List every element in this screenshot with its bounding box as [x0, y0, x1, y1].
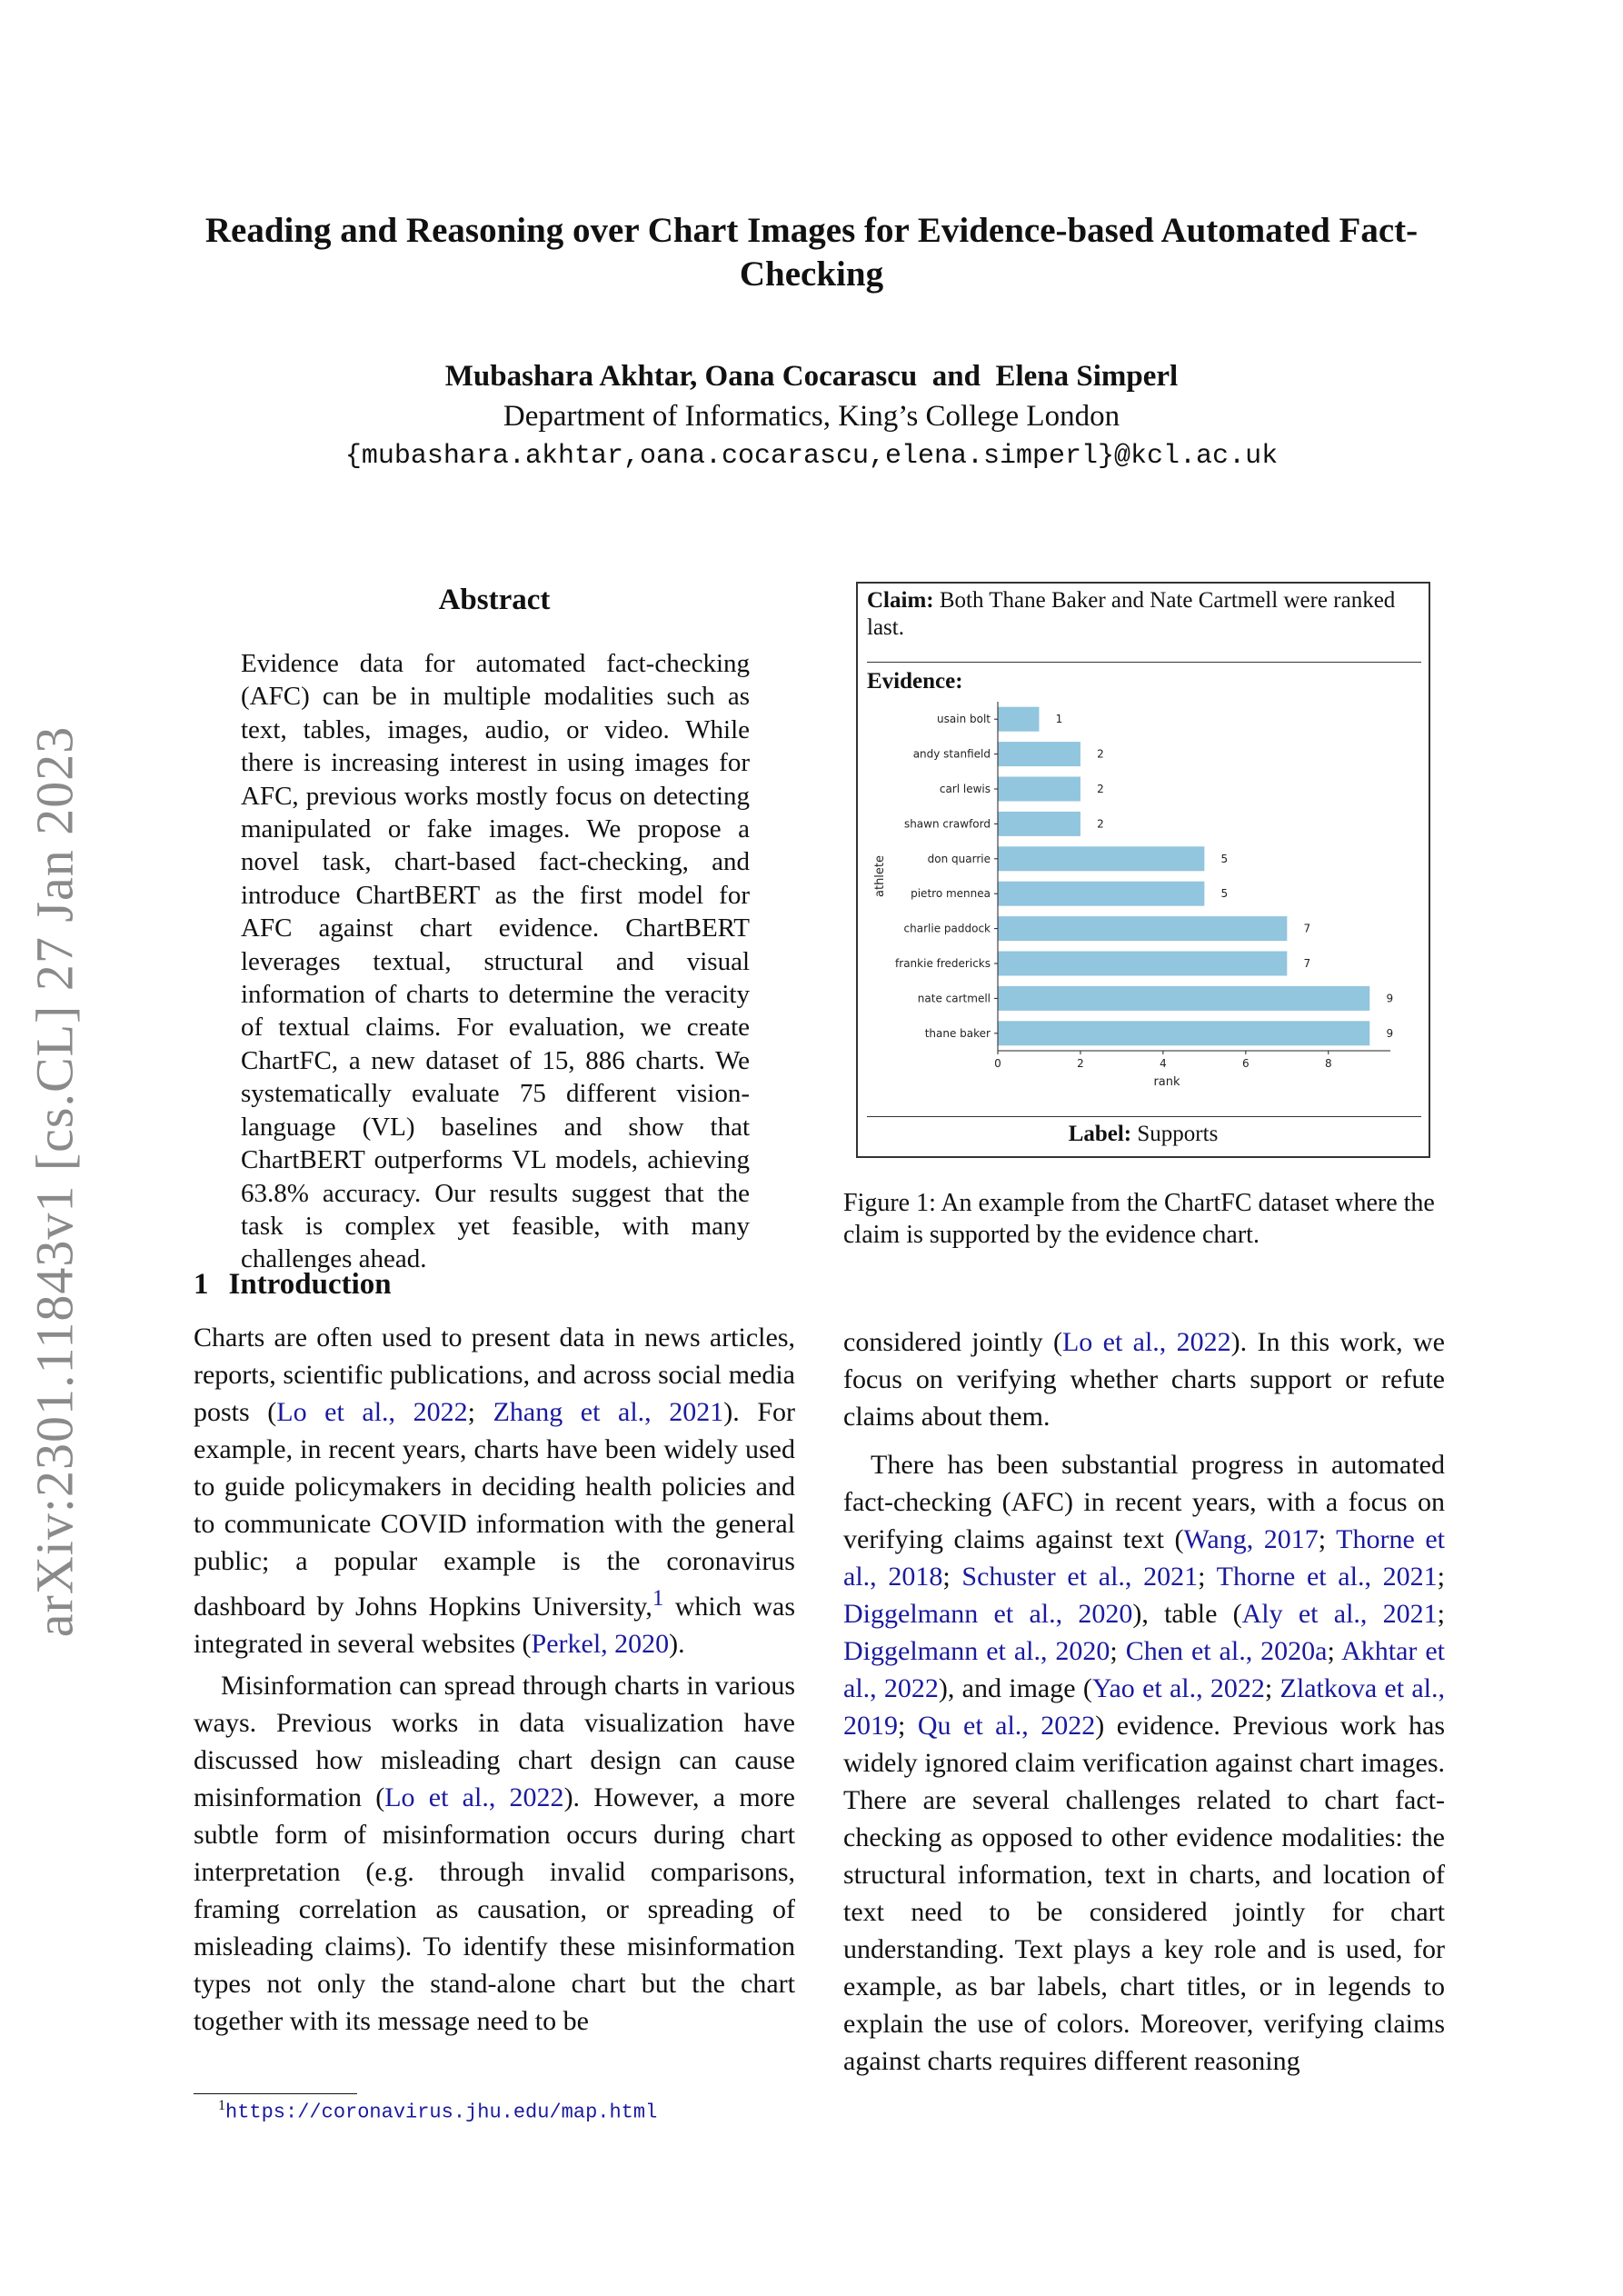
citation-link[interactable]: Perkel, 2020: [531, 1629, 670, 1659]
emails: {mubashara.akhtar,oana.cocarascu,elena.simperl}@kcl.ac.uk: [344, 441, 1279, 472]
footnote-rule: [194, 2093, 357, 2094]
citation-link[interactable]: Yao et al., 2022: [1091, 1673, 1265, 1703]
section-title: Introduction: [228, 1268, 392, 1301]
section-heading: [194, 1268, 392, 1302]
value-label: 5: [1220, 887, 1229, 901]
citation-link[interactable]: Lo et al., 2022: [1061, 1327, 1231, 1357]
bar-thane-baker: [998, 1021, 1369, 1045]
bar-don-quarrie: [998, 846, 1204, 871]
citation-link[interactable]: Zhang et al., 2021: [493, 1397, 724, 1427]
affiliation: Department of Informatics, King’s College London: [503, 400, 1120, 433]
authors: Mubashara Akhtar, Oana Cocarascu and Elena Simperl: [444, 360, 1179, 393]
value-label: 5: [1220, 852, 1229, 865]
citation-link[interactable]: Qu et al., 2022: [917, 1711, 1096, 1741]
category-label: don quarrie: [927, 852, 991, 865]
value-label: 9: [1386, 992, 1394, 1005]
figure-caption: Figure 1: An example from the ChartFC dataset where the claim is supported by the evidence chart.: [843, 1189, 1435, 1249]
paper-title: Reading and Reasoning over Chart Images for Evidence-based Automated Fact-Checking: [204, 211, 1419, 294]
bar-charlie-paddock: [998, 916, 1287, 941]
x-tick-label: 2: [1077, 1057, 1084, 1070]
category-label: thane baker: [924, 1026, 991, 1040]
bar-carl-lewis: [998, 777, 1080, 802]
y-axis-label: athlete: [873, 854, 887, 898]
citation-link[interactable]: Aly et al., 2021: [1241, 1599, 1438, 1629]
value-label: 2: [1097, 817, 1104, 831]
citation-link[interactable]: Lo et al., 2022: [384, 1782, 564, 1812]
citation-link[interactable]: Schuster et al., 2021: [961, 1562, 1199, 1592]
citation-link[interactable]: Thorne et al., 2021: [1216, 1562, 1438, 1592]
category-label: nate cartmell: [917, 992, 991, 1005]
paragraph: considered jointly (Lo et al., 2022). In this work, we focus on verifying whether charts support or refute claims about them.: [843, 1327, 1445, 1432]
citation-link[interactable]: Lo et al., 2022: [276, 1397, 468, 1427]
figure-claim: Claim: Both Thane Baker and Nate Cartmell were ranked last.: [867, 588, 1396, 640]
arxiv-stamp: [25, 725, 85, 1638]
bar-shawn-crawford: [998, 812, 1080, 836]
author-block: [194, 356, 1429, 476]
category-label: andy stanfield: [912, 747, 991, 761]
figure-label: Label: Supports: [1068, 1122, 1219, 1146]
citation-link[interactable]: Diggelmann et al., 2020: [843, 1636, 1110, 1666]
paragraph: There has been substantial progress in automated fact-checking (AFC) in recent years, with a focus on verifying claims against text (Wang, 2017; Thorne et al., 2018; Schuster et al., 2021; Thorne et al., 2021; Diggelmann et al., 2020), table (Aly et al., 2021; Diggelmann et al., 2020; Chen et al., 2020a; Akhtar et al., 2022), and image (Yao et al., 2022; Zlatkova et al., 2019; Qu et al., 2022) evidence. Previous work has widely ignored claim verification against chart images. There are several challenges related to chart fact-checking as opposed to other evidence modalities: the structural information, text in charts, and location of text need to be considered jointly for chart understanding. Text plays a key role and is used, for example, as bar labels, chart titles, or in legends to explain the use of colors. Moreover, verifying claims against charts requires different reasoning: [843, 1450, 1446, 2076]
bar-usain-bolt: [998, 707, 1039, 732]
category-label: carl lewis: [939, 783, 991, 795]
value-label: 9: [1386, 1026, 1394, 1040]
bar-nate-cartmell: [998, 986, 1369, 1011]
footnote-mark[interactable]: 1: [652, 1586, 664, 1611]
footnote-number: 1: [218, 2098, 225, 2113]
left-column-text: [194, 1319, 795, 2040]
value-label: 7: [1303, 957, 1311, 970]
x-tick-label: 0: [994, 1057, 1001, 1070]
category-label: charlie paddock: [903, 922, 991, 935]
citation-link[interactable]: Akhtar et al., 2022: [843, 1636, 1445, 1703]
abstract-text: Evidence data for automated fact-checking (AFC) can be in multiple modalities such as text, tables, images, audio, or video. While there is increasing interest in using images for AFC, previous works mostly focus on detecting manipulated or fake images. We propose a novel task, chart-based fact-checking, and introduce ChartBERT as the first model for AFC against chart evidence. ChartBERT leverages textual, structural and visual information of charts to determine the veracity of textual claims. For evaluation, we create ChartFC, a new dataset of 15, 886 charts. We systematically evaluate 75 different vision-language (VL) baselines and show that ChartBERT outperforms VL models, achieving 63.8% accuracy. Our results suggest that the task is complex yet feasible, with many challenges ahead.: [241, 649, 750, 1274]
citation-link[interactable]: Diggelmann et al., 2020: [843, 1599, 1133, 1629]
paragraph: Charts are often used to present data in news articles, reports, scientific publications, and across social media posts (Lo et al., 2022; Zhang et al., 2021). For example, in recent years, charts have been widely used to guide policymakers in deciding health policies and to communicate COVID information with the general public; a popular example is the coronavirus dashboard by Johns Hopkins University,$^1$ which was integrated in several websites (Perkel, 2020).: [194, 1323, 795, 1659]
category-label: pietro mennea: [911, 887, 991, 901]
value-label: 2: [1097, 747, 1104, 761]
evidence-label: Evidence:: [867, 669, 963, 694]
x-axis-label: rank: [1153, 1075, 1180, 1087]
category-label: frankie fredericks: [895, 957, 991, 970]
bar-andy-stanfield: [998, 742, 1080, 766]
category-label: usain bolt: [937, 713, 991, 726]
citation-link[interactable]: Wang, 2017: [1183, 1524, 1319, 1554]
arxiv-id: arXiv:2301.11843v1 [cs.CL] 27 Jan 2023: [25, 725, 85, 1638]
footnote-url[interactable]: https://coronavirus.jhu.edu/map.html: [225, 2101, 658, 2124]
bar-pietro-mennea: [998, 882, 1204, 906]
citation-link[interactable]: Zlatkova et al., 2019: [843, 1673, 1445, 1741]
value-label: 1: [1055, 713, 1063, 726]
figure-divider: [867, 1116, 1421, 1117]
x-tick-label: 6: [1242, 1057, 1250, 1070]
x-tick-label: 4: [1160, 1057, 1167, 1070]
right-column-text: [843, 1323, 1445, 2080]
x-tick-label: 8: [1324, 1057, 1332, 1070]
value-label: 2: [1097, 783, 1104, 795]
bar-frankie-fredericks: [998, 952, 1287, 976]
category-label: shawn crawford: [903, 817, 991, 831]
figure-divider: [867, 662, 1421, 663]
bar-chart: [867, 696, 1421, 1087]
section-number: 1: [194, 1268, 209, 1301]
footnote: [218, 2098, 657, 2123]
abstract-heading: Abstract: [438, 584, 551, 616]
value-label: 7: [1303, 922, 1311, 935]
paragraph: Misinformation can spread through charts in various ways. Previous works in data visualization have discussed how misleading chart design can cause misinformation (Lo et al., 2022). However, a more subtle form of misinformation occurs during chart interpretation (e.g. through invalid comparisons, framing correlation as causation, or spreading of misleading claims). To identify these misinformation types not only the stand-alone chart but the chart together with its message need to be: [194, 1671, 795, 2036]
citation-link[interactable]: Chen et al., 2020a: [1125, 1636, 1328, 1666]
citation-link[interactable]: Thorne et al., 2018: [843, 1524, 1446, 1592]
